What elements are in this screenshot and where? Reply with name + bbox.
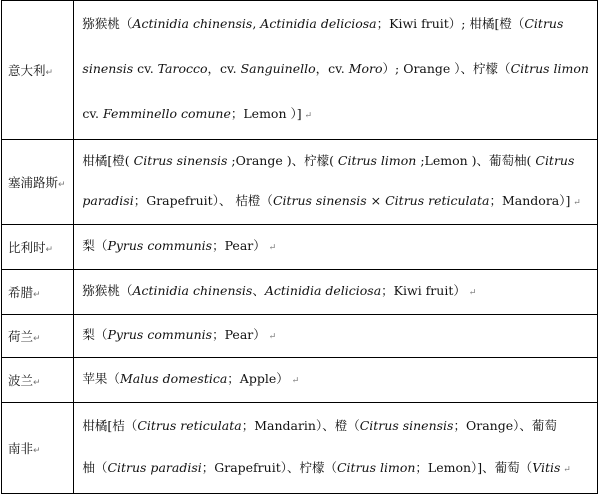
country-cell <box>2 140 74 225</box>
crop-text: ；Kiwi fruit）; 柑橘[橙（ <box>376 16 525 31</box>
crop-text: cv. <box>133 61 158 76</box>
crop-text: 柑橘[橙( <box>82 153 134 168</box>
table-row <box>2 1 598 140</box>
country-name: 希腊 <box>8 285 34 300</box>
crop-line <box>82 315 589 357</box>
country-cell <box>2 270 74 315</box>
paragraph-mark-icon: ↵ <box>288 376 300 386</box>
crop-line <box>82 141 589 181</box>
scientific-name: Citrus sinensis <box>359 418 454 433</box>
crop-text: ；Pear） <box>212 327 266 342</box>
scientific-name: Citrus sinensis <box>133 153 228 168</box>
paragraph-mark-icon: ↵ <box>58 180 66 190</box>
scientific-name: Citrus sinensis <box>272 193 367 208</box>
crop-text: ；Mandora）] <box>489 193 571 208</box>
crop-text: 柚（ <box>82 460 108 475</box>
scientific-name: Citrus limon <box>336 460 416 475</box>
paragraph-mark-icon: ↵ <box>570 198 581 208</box>
table-row <box>2 270 598 315</box>
crop-text: ；Apple） <box>227 371 289 386</box>
crop-text: ；Lemon ）] <box>230 106 302 121</box>
crop-text: ；Orange）、葡萄 <box>453 418 557 433</box>
crop-text: ；Grapefruit）、 桔橙（ <box>133 193 273 208</box>
scientific-name: Malus domestica <box>119 371 228 386</box>
scientific-name: Pyrus communis <box>107 327 213 342</box>
crop-line <box>82 181 589 223</box>
scientific-name: Citrus paradisi <box>107 460 202 475</box>
scientific-name: Sanguinello <box>240 61 316 76</box>
crop-cell <box>74 358 598 403</box>
paragraph-mark-icon: ↵ <box>33 446 41 456</box>
crop-text: ；Mandarin）、橙（ <box>241 418 360 433</box>
country-name: 塞浦路斯 <box>8 175 59 190</box>
paragraph-mark-icon: ↵ <box>45 245 54 255</box>
country-cell <box>2 358 74 403</box>
scientific-name: Actinidia chinensis <box>132 283 253 298</box>
paragraph-mark-icon: ↵ <box>465 288 477 298</box>
crop-text: 猕猴桃（ <box>82 283 133 298</box>
scientific-name: paradisi <box>82 193 134 208</box>
paragraph-mark-icon: ↵ <box>33 334 41 344</box>
crop-line <box>82 1 589 46</box>
crop-cell <box>74 225 598 270</box>
scientific-name: Citrus reticulata <box>137 418 242 433</box>
country-cell <box>2 1 74 140</box>
crop-cell <box>74 1 598 140</box>
scientific-name: Citrus limon <box>337 153 417 168</box>
scientific-name: Pyrus communis <box>107 238 213 253</box>
paragraph-mark-icon: ↵ <box>33 378 41 388</box>
crop-text: ）; Orange ）、柠檬（ <box>382 61 511 76</box>
scientific-name: Actinidia deliciosa <box>260 16 377 31</box>
scientific-name: Moro <box>348 61 383 76</box>
crop-text: , <box>252 16 261 31</box>
crop-text: × <box>366 193 386 208</box>
paragraph-mark-icon: ↵ <box>45 68 54 78</box>
table-row <box>2 140 598 225</box>
crop-text: 猕猴桃（ <box>82 16 133 31</box>
crop-line <box>82 91 589 139</box>
crop-text: ；Lemon）]、葡萄（ <box>415 460 533 475</box>
country-cell <box>2 225 74 270</box>
scientific-name: Citrus reticulata <box>385 193 490 208</box>
crop-line <box>82 226 589 268</box>
scientific-name: Citrus <box>524 16 564 31</box>
crop-line <box>82 447 589 491</box>
scientific-name: Actinidia chinensis <box>132 16 253 31</box>
table-row <box>2 225 598 270</box>
country-name: 意大利 <box>8 63 46 78</box>
paragraph-mark-icon: ↵ <box>33 290 41 300</box>
crop-cell <box>74 270 598 315</box>
crop-line <box>82 271 589 313</box>
crop-text: 柑橘[桔（ <box>82 418 138 433</box>
crop-cell <box>74 315 598 358</box>
table-body <box>2 1 598 494</box>
crop-line <box>82 46 589 91</box>
crop-text: ；Grapefruit）、柠檬（ <box>201 460 337 475</box>
crop-line <box>82 359 589 401</box>
crop-text: cv. <box>82 106 103 121</box>
crop-text: 苹果（ <box>82 371 120 386</box>
scientific-name: Actinidia deliciosa <box>264 283 382 298</box>
crop-line <box>82 405 589 447</box>
paragraph-mark-icon: ↵ <box>560 465 571 475</box>
scientific-name: Citrus limon <box>510 61 589 76</box>
country-name: 南非 <box>8 441 34 456</box>
paragraph-mark-icon: ↵ <box>301 111 313 121</box>
crop-text: ；Pear） <box>212 238 266 253</box>
table-row <box>2 358 598 403</box>
country-name: 荷兰 <box>8 329 34 344</box>
table-row <box>2 403 598 494</box>
crop-cell <box>74 403 598 494</box>
country-crop-table <box>1 0 598 494</box>
crop-text: ，cv. <box>315 61 349 76</box>
country-cell <box>2 315 74 358</box>
scientific-name: Femminello comune <box>102 106 231 121</box>
crop-text: 、 <box>252 283 265 298</box>
country-name: 比利时 <box>8 240 46 255</box>
scientific-name: Vitis <box>532 460 561 475</box>
table-row <box>2 315 598 358</box>
crop-text: 梨（ <box>82 327 108 342</box>
crop-text: ；Kiwi fruit） <box>381 283 466 298</box>
country-name: 波兰 <box>8 373 34 388</box>
scientific-name: Tarocco <box>157 61 208 76</box>
scientific-name: sinensis <box>82 61 134 76</box>
country-cell <box>2 403 74 494</box>
crop-cell <box>74 140 598 225</box>
crop-text: 梨（ <box>82 238 108 253</box>
crop-text: ，cv. <box>207 61 241 76</box>
crop-text: ;Orange )、柠檬( <box>227 153 338 168</box>
scientific-name: Citrus <box>535 153 575 168</box>
paragraph-mark-icon: ↵ <box>265 332 277 342</box>
crop-text: ;Lemon )、葡萄柚( <box>416 153 536 168</box>
paragraph-mark-icon: ↵ <box>265 243 277 253</box>
